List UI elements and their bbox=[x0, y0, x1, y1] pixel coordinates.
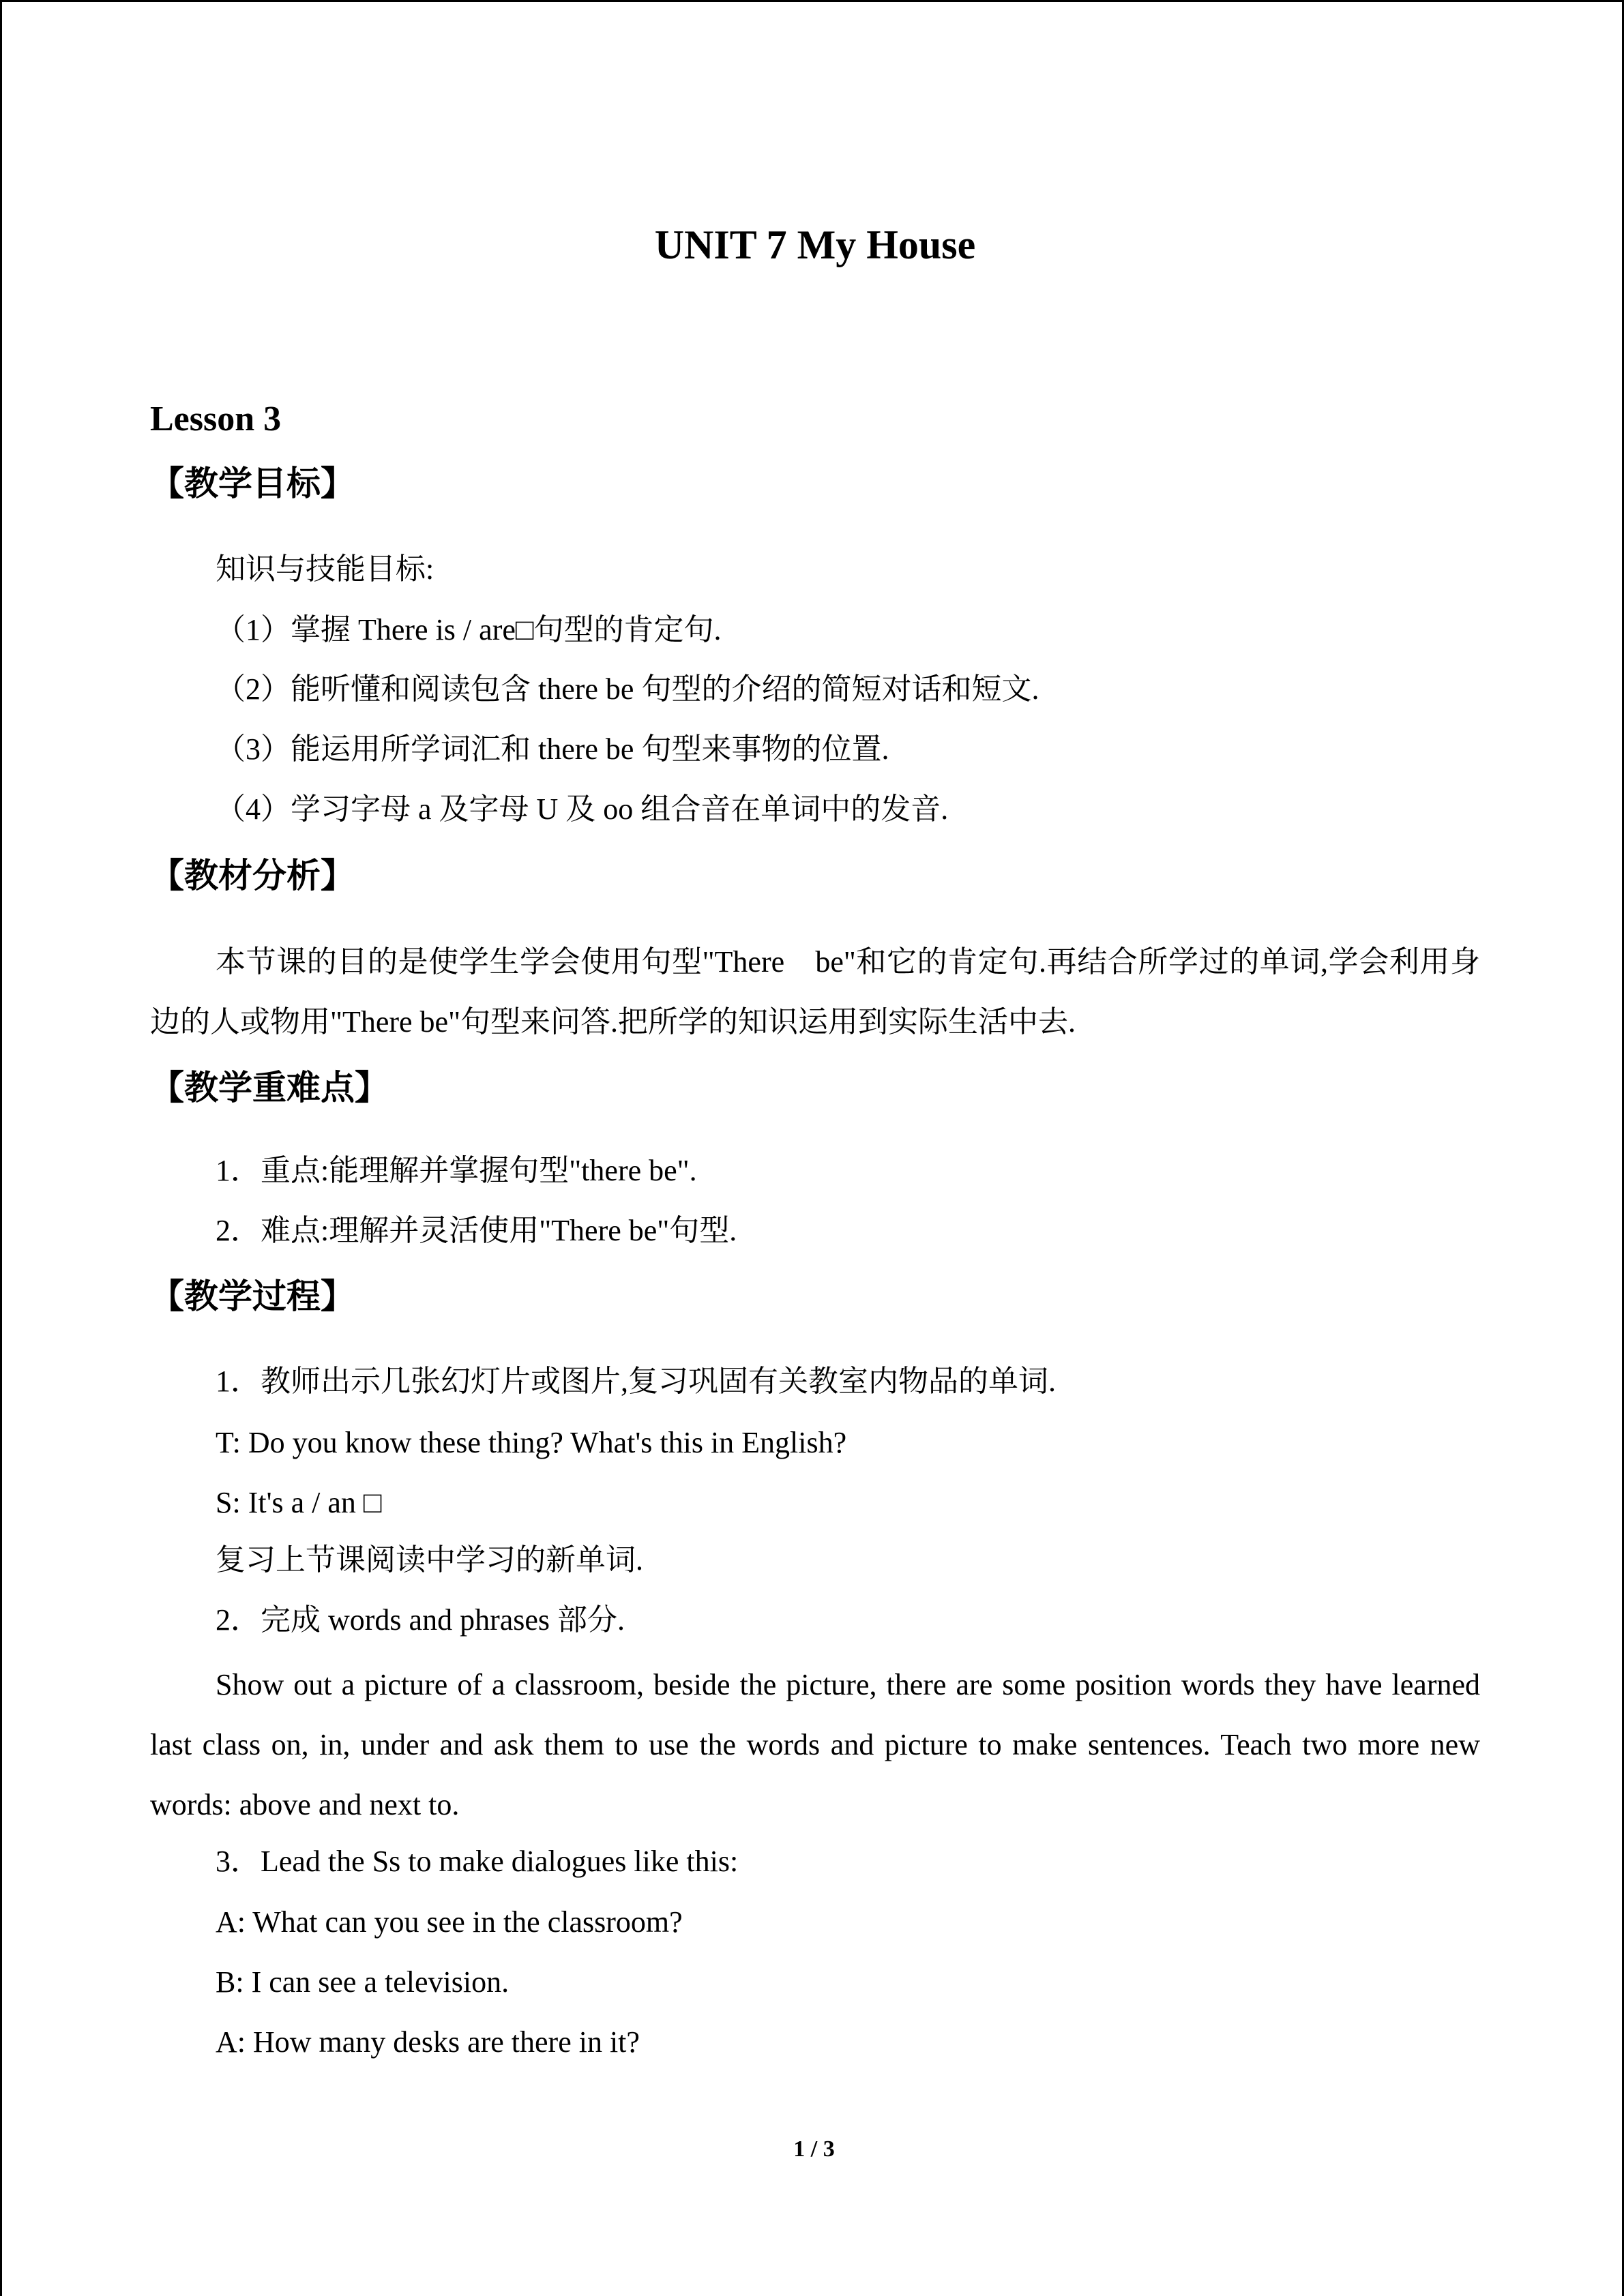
dialogue-line: 3．Lead the Ss to make dialogues like this: bbox=[216, 1845, 739, 1878]
section-heading-key-points: 【教学重难点】 bbox=[150, 1068, 389, 1107]
objective-item: （3）能运用所学词汇和 there be 句型来事物的位置. bbox=[216, 732, 889, 766]
dialogue-line: B: I can see a television. bbox=[216, 1965, 510, 1999]
section-heading-objectives: 【教学目标】 bbox=[150, 464, 355, 503]
key-point-item: 1．重点:能理解并掌握句型"there be". bbox=[216, 1154, 697, 1187]
process-line: 2．完成 words and phrases 部分. bbox=[216, 1603, 625, 1637]
process-line: S: It's a / an □ bbox=[216, 1486, 382, 1519]
lesson-heading: Lesson 3 bbox=[150, 400, 282, 438]
process-line: 1．教师出示几张幻灯片或图片,复习巩固有关教室内物品的单词. bbox=[216, 1365, 1056, 1398]
section-heading-process: 【教学过程】 bbox=[150, 1277, 355, 1316]
document-title: UNIT 7 My House bbox=[654, 222, 976, 267]
analysis-paragraph: 本节课的目的是使学生学会使用句型"There be"和它的肯定句.再结合所学过的单词,学会利用身边的人或物用"There be"句型来问答.把所学的知识运用到实际生活中去. bbox=[150, 945, 1480, 1039]
objectives-intro: 知识与技能目标: bbox=[216, 552, 434, 586]
dialogue-line: A: What can you see in the classroom? bbox=[216, 1905, 683, 1939]
process-line: T: Do you know these thing? What's this in English? bbox=[216, 1426, 847, 1459]
objective-item: （1）掌握 There is / are□句型的肯定句. bbox=[216, 613, 722, 646]
process-paragraph: Show out a picture of a classroom, beside the picture, there are some position words they have learned last class on, in, under and ask them to use the words and picture to make sentences. Teach two more new words: above and next to. bbox=[150, 1668, 1480, 1821]
dialogue-line: A: How many desks are there in it? bbox=[216, 2025, 640, 2059]
process-line: 复习上节课阅读中学习的新单词. bbox=[216, 1543, 643, 1577]
objective-item: （4）学习字母 a 及字母 U 及 oo 组合音在单词中的发音. bbox=[216, 792, 949, 826]
page-number: 1 / 3 bbox=[793, 2136, 835, 2162]
key-point-item: 2．难点:理解并灵活使用"There be"句型. bbox=[216, 1214, 737, 1247]
section-heading-analysis: 【教材分析】 bbox=[150, 856, 355, 895]
objective-item: （2）能听懂和阅读包含 there be 句型的介绍的简短对话和短文. bbox=[216, 672, 1039, 706]
